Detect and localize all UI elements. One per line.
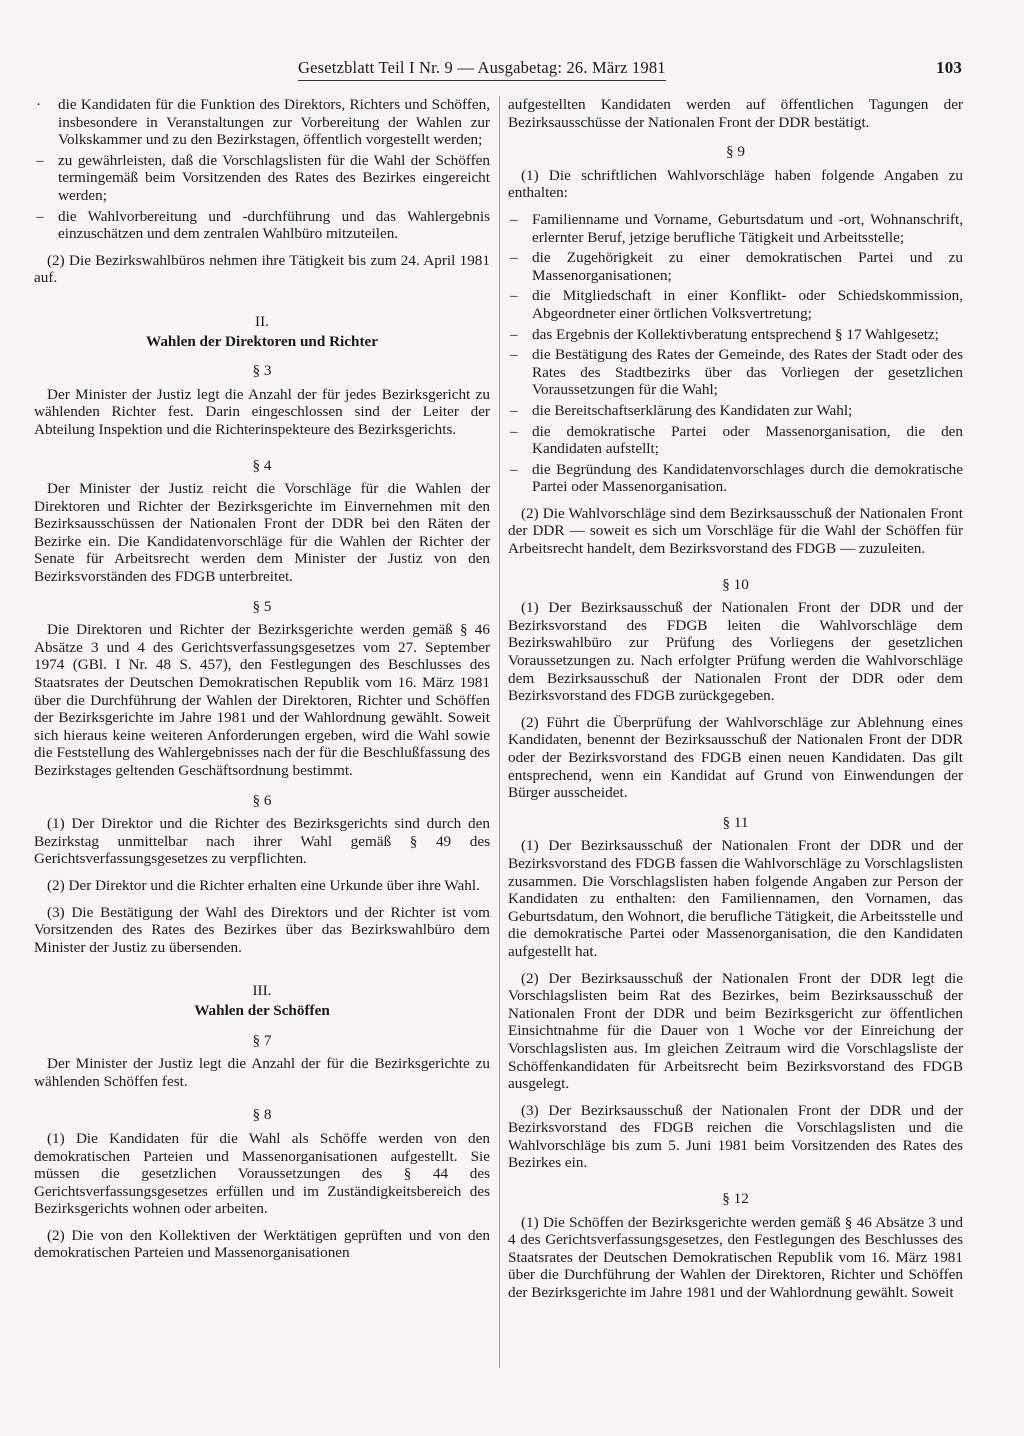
list-item: – die Begründung des Kandidatenvorschlages durch die demokratische Partei oder Massenorganisation.	[510, 460, 963, 496]
part-title: Wahlen der Schöffen	[194, 1001, 330, 1019]
right-column	[508, 96, 963, 1311]
paragraph: (1) Die schriftlichen Wahlvorschläge haben folgende Angaben zu enthalten:	[508, 166, 963, 202]
section-heading: § 11	[722, 813, 749, 831]
paragraph: (1) Die Schöffen der Bezirksgerichte werden gemäß § 46 Absätze 3 und 4 des Gerichtsverfassungsgesetzes, den Festlegungen des Beschlusses des Staatsrates der Deutschen Demokratischen Republik vom 16. März 1981 über die Durchführung der Wahlen der Direktoren, Richter und Schöffen der Bezirksgerichte im Jahre 1981 und der Wahlordnung gewählt. Soweit	[508, 1213, 963, 1302]
list-item: – die demokratische Partei oder Massenorganisation, die den Kandidaten aufstellt;	[510, 422, 963, 458]
section-heading: § 6	[252, 791, 272, 809]
paragraph: Die Direktoren und Richter der Bezirksgerichte werden gemäß § 46 Absätze 3 und 4 des Gerichtsverfassungsgesetzes vom 27. September 1974 (GBl. I Nr. 48 S. 457), den Festlegungen des Beschlusses des Staatsrates der Deutschen Demokratischen Republik vom 16. März 1981 über die Durchführung der Wahlen der Direktoren, Richter und Schöffen der Bezirksgerichte im Jahre 1981 und der Wahlordnung gewählt. Soweit sich hieraus keine weiteren Anforderungen ergeben, wird die Wahl sowie die Feststellung des Wahlergebnisses nach der für die Beschlußfassung des Bezirkstages geltenden Geschäftsordnung bestimmt.	[34, 621, 490, 779]
list-item: · die Kandidaten für die Funktion des Direktors, Richters und Schöffen, insbesondere in Veranstaltungen zur Vorbereitung der Wahlen zur Volkskammer und zu den Bezirkstagen, öffentlich vorgestellt werden;	[36, 96, 490, 149]
paragraph: Der Minister der Justiz reicht die Vorschläge für die Wahlen der Direktoren und Richter der Bezirksgerichte im Einvernehmen mit den Bezirksausschüssen der Nationalen Front der DDR bei den Räten der Bezirke ein. Die Kandidatenvorschläge für die Wahlen der Richter der Senate für Arbeitsrecht werden dem Minister der Justiz von den Bezirksvorständen des FDGB unterbreitet.	[34, 480, 490, 586]
paragraph: (2) Der Bezirksausschuß der Nationalen Front der DDR legt die Vorschlagslisten beim Rat des Bezirkes, beim Bezirksausschuß der Nationalen Front der DDR und beim Bezirksgericht zur öffentlichen Einsichtnahme für die Dauer von 1 Woche vor der Einreichung der Vorschlagslisten aus. Im gleichen Zeitraum wird die Vorschlagsliste der Schöffenkandidaten für Arbeitsrecht beim Bezirksvorstand des FDGB ausgelegt.	[508, 969, 963, 1093]
paragraph: Der Minister der Justiz legt die Anzahl der für jedes Bezirksgericht zu wählenden Richter fest. Darin eingeschlossen sind der Leiter der Abteilung Inspektion und die Richterinspekteure des Bezirksgerichts.	[34, 385, 490, 438]
paragraph: aufgestellten Kandidaten werden auf öffentlichen Tagungen der Bezirksausschüsse der Nationalen Front der DDR bestätigt.	[508, 96, 963, 131]
section-heading: § 10	[722, 575, 749, 593]
section-heading: § 9	[726, 143, 745, 161]
paragraph: (1) Der Bezirksausschuß der Nationalen Front der DDR und der Bezirksvorstand des FDGB leiten die Wahlvorschläge dem Bezirkswahlbüro zur Prüfung des Vorliegens der gesetzlichen Voraussetzungen zu. Nach erfolgter Prüfung werden die Wahlvorschläge dem Bezirksausschuß der Nationalen Front der DDR oder dem Bezirksvorstand des FDGB zurückgegeben.	[508, 599, 963, 705]
list-item: – Familienname und Vorname, Geburtsdatum und -ort, Wohnanschrift, erlernter Beruf, jetzige berufliche Tätigkeit und Arbeitsstelle;	[510, 210, 963, 246]
duties-list	[34, 96, 490, 243]
part-title: Wahlen der Direktoren und Richter	[145, 332, 379, 350]
paragraph: (2) Der Direktor und die Richter erhalten eine Urkunde über ihre Wahl.	[47, 876, 480, 894]
paragraph: (2) Die Wahlvorschläge sind dem Bezirksausschuß der Nationalen Front der DDR — soweit es sich um Vorschläge für die Wahl der Schöffen für Arbeitsrecht handelt, dem Bezirksvorstand des FDGB — zuzuleiten.	[508, 504, 963, 558]
paragraph: (2) Führt die Überprüfung der Wahlvorschläge zur Ablehnung eines Kandidaten, benennt der Bezirksausschuß der Nationalen Front der DDR oder der Bezirksvorstand des FDGB einen neuen Kandidaten. Das gilt entsprechend, wenn ein Kandidat auf Grund von Einwendungen der Bürger ausscheidet.	[508, 713, 963, 802]
paragraph: (3) Der Bezirksausschuß der Nationalen Front der DDR und der Bezirksvorstand des FDGB reichen die Vorschlagslisten und die Wahlvorschläge bis zum 5. Juni 1981 beim Vorsitzenden des Rates des Bezirkes ein.	[508, 1101, 963, 1172]
part-number: II.	[255, 312, 269, 330]
page-number: 103	[936, 58, 963, 77]
column-divider	[499, 96, 500, 1368]
section-heading: § 12	[722, 1190, 749, 1208]
paragraph: (2) Die Bezirkswahlbüros nehmen ihre Tätigkeit bis zum 24. April 1981 auf.	[34, 251, 490, 287]
paragraph: (1) Der Direktor und die Richter des Bezirksgerichts sind durch den Bezirkstag unmittelbar nach ihrer Wahl gemäß § 49 des Gerichtsverfassungsgesetzes zu verpflichten.	[34, 815, 490, 868]
gazette-title: Gesetzblatt Teil I Nr. 9 — Ausgabetag: 26. März 1981	[298, 58, 666, 81]
list-item: – das Ergebnis der Kollektivberatung entsprechend § 17 Wahlgesetz;	[510, 325, 939, 343]
list-item: – die Mitgliedschaft in einer Konflikt- oder Schiedskommission, Abgeordneter einer örtlichen Volksvertretung;	[510, 287, 963, 322]
section-heading: § 4	[252, 456, 272, 474]
list-item: – zu gewährleisten, daß die Vorschlagslisten für die Wahl der Schöffen termingemäß beim Vorsitzenden des Rates des Bezirkes eingereicht werden;	[36, 151, 490, 204]
section-heading: § 3	[252, 362, 272, 380]
list-item: – die Bereitschaftserklärung des Kandidaten zur Wahl;	[510, 401, 853, 419]
list-item: – die Wahlvorbereitung und -durchführung und das Wahlergebnis einzuschätzen und dem zentralen Wahlbüro mitzuteilen.	[36, 207, 490, 243]
paragraph: (1) Die Kandidaten für die Wahl als Schöffe werden von den demokratischen Parteien und Massenorganisationen aufgestellt. Sie müssen die gesetzlichen Voraussetzungen des § 44 des Gerichtsverfassungsgesetzes erfüllen und im Zuständigkeitsbereich des Bezirksgerichts wohnen oder arbeiten.	[34, 1129, 490, 1218]
section-heading: § 7	[252, 1031, 272, 1049]
list-item: – die Zugehörigkeit zu einer demokratischen Partei und zu Massenorganisationen;	[510, 249, 963, 284]
part-number: III.	[252, 982, 272, 1000]
paragraph: (1) Der Bezirksausschuß der Nationalen Front der DDR und der Bezirksvorstand des FDGB fassen die Wahlvorschläge zu Vorschlagslisten zusammen. Die Vorschlagslisten haben folgende Angaben zur Person der Kandidaten zu enthalten: den Familiennamen, den Vornamen, das Geburtsdatum, den Wohnort, die berufliche Tätigkeit, die Arbeitsstelle und die demokratische Partei oder Massenorganisation, die den Kandidaten aufgestellt hat.	[508, 837, 963, 960]
paragraph: (2) Die von den Kollektiven der Werktätigen geprüften und von den demokratischen Parteien und Massenorganisationen	[34, 1226, 490, 1262]
left-column	[34, 96, 490, 1271]
section-heading: § 5	[252, 597, 272, 615]
section-heading: § 8	[252, 1106, 272, 1124]
paragraph: Der Minister der Justiz legt die Anzahl der für die Bezirksgerichte zu wählenden Schöffen fest.	[34, 1055, 490, 1090]
list-item: – die Bestätigung des Rates der Gemeinde, des Rates der Stadt oder des Rates des Stadtbezirks über das Vorliegen der gesetzlichen Voraussetzungen für die Wahl;	[510, 346, 963, 399]
paragraph: (3) Die Bestätigung der Wahl des Direktors und der Richter ist vom Vorsitzenden des Rates des Bezirkes über das Bezirkswahlbüro dem Minister der Justiz zu übersenden.	[34, 903, 490, 956]
requirements-list	[508, 211, 963, 496]
